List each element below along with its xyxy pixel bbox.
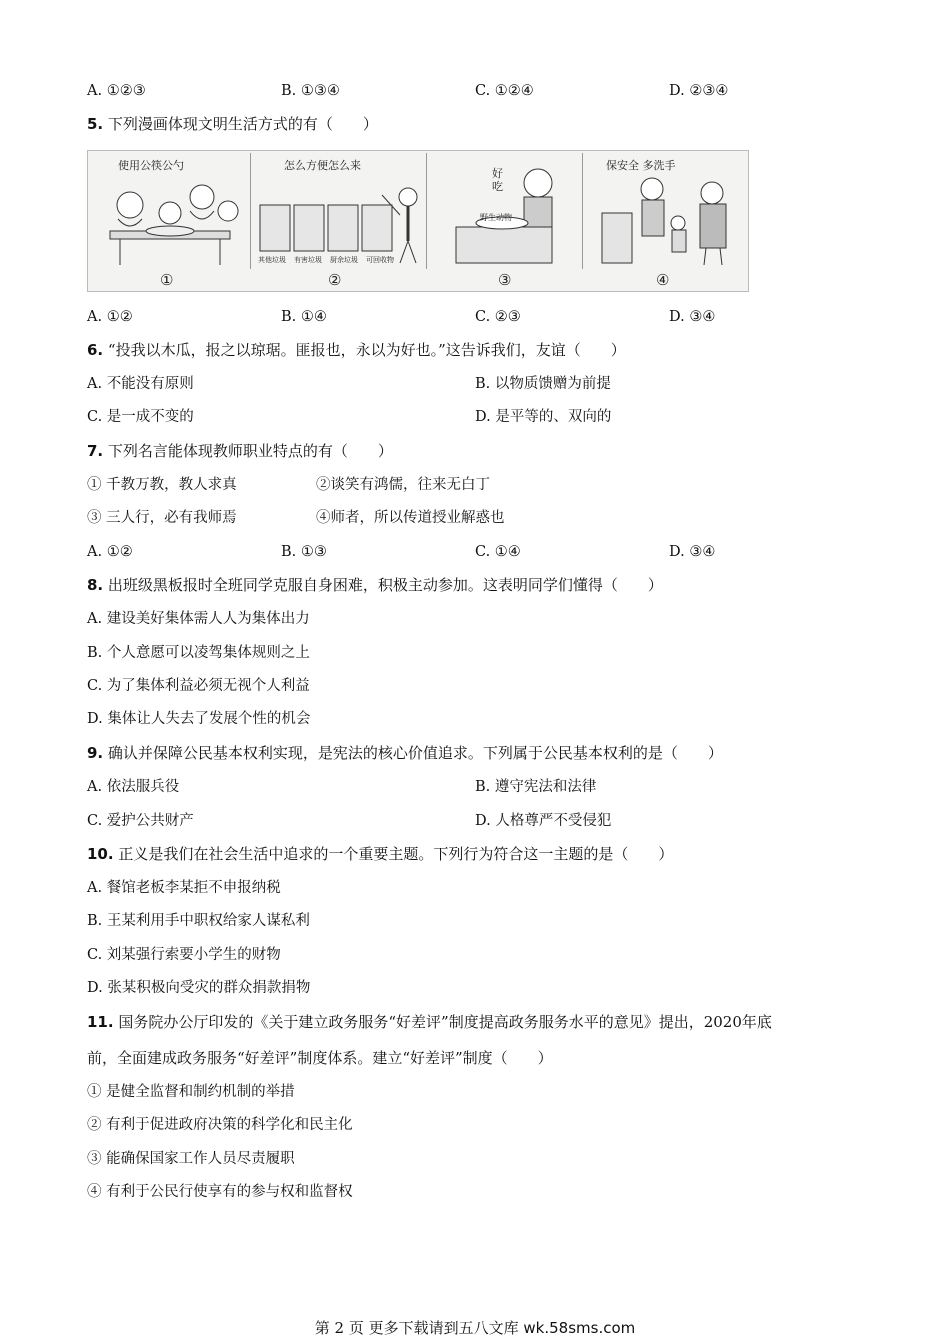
q9-option-b: B. 遵守宪法和法律: [475, 779, 597, 795]
question-text-line-1: 国务院办公厅印发的《关于建立政务服务“好差评”制度提高政务服务水平的意见》提出，2020年底: [118, 1013, 772, 1031]
q6-option-b: B. 以物质馈赠为前提: [475, 376, 611, 392]
cartoon-image: [87, 150, 749, 292]
prev-option-d: D. ②③④: [669, 83, 729, 99]
q9-option-a: A. 依法服兵役: [87, 779, 180, 795]
q7-option-a: A. ①②: [87, 544, 133, 560]
panel-number: ②: [328, 271, 342, 289]
q10-option-c: C. 刘某强行索要小学生的财物: [87, 947, 281, 963]
panel-title: 保安全 多洗手: [606, 159, 676, 172]
question-text: 下列漫画体现文明生活方式的有（ ）: [107, 115, 378, 133]
prev-option-a: A. ①②③: [87, 83, 146, 99]
question-text: 确认并保障公民基本权利实现，是宪法的核心价值追求。下列属于公民基本权利的是（ ）: [107, 744, 723, 762]
panel-caption: 好吃: [492, 167, 503, 193]
q7-item-1: ① 千教万教，教人求真: [87, 477, 237, 493]
cartoon-panel-1: [90, 153, 251, 269]
q7-option-d: D. ③④: [669, 544, 716, 560]
cartoon-panel-4: [582, 153, 746, 269]
q5-option-a: A. ①②: [87, 309, 133, 325]
q9-option-d: D. 人格尊严不受侵犯: [475, 813, 612, 829]
question-7: [87, 441, 393, 461]
q7-option-c: C. ①④: [475, 544, 521, 560]
q5-option-d: D. ③④: [669, 309, 716, 325]
q11-item-1: ① 是健全监督和制约机制的举措: [87, 1084, 295, 1100]
question-6: [87, 340, 626, 360]
q5-option-c: C. ②③: [475, 309, 521, 325]
question-text: “投我以木瓜，报之以琼琚。匪报也，永以为好也。”这告诉我们，友谊（ ）: [107, 341, 626, 359]
question-11-continued: 前，全面建成政务服务“好差评”制度体系。建立“好差评”制度（ ）: [87, 1049, 553, 1067]
q6-option-c: C. 是一成不变的: [87, 409, 194, 425]
bin-label: 有害垃圾: [294, 256, 322, 264]
q11-item-3: ③ 能确保国家工作人员尽责履职: [87, 1151, 295, 1167]
panel-number: ③: [498, 271, 512, 289]
footer-promo: 更多下载请到五八文库: [368, 1319, 519, 1337]
q10-option-a: A. 餐馆老板李某拒不申报纳税: [87, 880, 281, 896]
bin-label: 可回收物: [366, 256, 394, 264]
page-number: 第 2 页: [314, 1319, 364, 1337]
cartoon-panel-3: [426, 153, 583, 269]
question-text: 正义是我们在社会生活中追求的一个重要主题。下列行为符合这一主题的是（ ）: [118, 845, 674, 863]
q7-item-4: ④师者，所以传道授业解惑也: [316, 510, 505, 526]
q11-item-2: ② 有利于促进政府决策的科学化和民主化: [87, 1117, 353, 1133]
wild-animal-sign: 野生动物: [480, 213, 512, 222]
question-8: [87, 575, 663, 595]
q7-option-b: B. ①③: [281, 544, 327, 560]
prev-option-b: B. ①③④: [281, 83, 340, 99]
question-5: [87, 114, 378, 134]
q6-option-a: A. 不能没有原则: [87, 376, 194, 392]
question-11: [87, 1012, 772, 1032]
q5-option-b: B. ①④: [281, 309, 327, 325]
question-number: 9.: [87, 744, 104, 762]
q8-option-c: C. 为了集体利益必须无视个人利益: [87, 678, 310, 694]
panel-number: ④: [656, 271, 670, 289]
question-number: 11.: [87, 1013, 114, 1031]
page-footer: [0, 1317, 950, 1338]
question-number: 7.: [87, 442, 104, 460]
bin-label: 其他垃圾: [258, 256, 286, 264]
q8-option-b: B. 个人意愿可以凌驾集体规则之上: [87, 645, 310, 661]
question-text: 下列名言能体现教师职业特点的有（ ）: [107, 442, 393, 460]
prev-option-c: C. ①②④: [475, 83, 534, 99]
question-text: 出班级黑板报时全班同学克服自身困难，积极主动参加。这表明同学们懂得（ ）: [107, 576, 663, 594]
panel-number: ①: [160, 271, 174, 289]
q11-item-4: ④ 有利于公民行使享有的参与权和监督权: [87, 1184, 353, 1200]
question-number: 6.: [87, 341, 104, 359]
q10-option-b: B. 王某利用手中职权给家人谋私利: [87, 913, 310, 929]
footer-link[interactable]: wk.58sms.com: [523, 1319, 636, 1337]
panel-title: 使用公筷公勺: [118, 159, 184, 172]
q10-option-d: D. 张某积极向受灾的群众捐款捐物: [87, 980, 311, 996]
q6-option-d: D. 是平等的、双向的: [475, 409, 612, 425]
panel-title: 怎么方便怎么来: [284, 159, 361, 172]
q7-item-3: ③ 三人行，必有我师焉: [87, 510, 237, 526]
question-10: [87, 844, 673, 864]
question-9: [87, 743, 723, 763]
bin-label: 厨余垃圾: [330, 256, 358, 264]
q9-option-c: C. 爱护公共财产: [87, 813, 194, 829]
question-number: 8.: [87, 576, 104, 594]
q8-option-d: D. 集体让人失去了发展个性的机会: [87, 711, 311, 727]
question-number: 5.: [87, 115, 104, 133]
q7-item-2: ②谈笑有鸿儒，往来无白丁: [316, 477, 490, 493]
cartoon-panel-2: [250, 153, 427, 269]
q8-option-a: A. 建设美好集体需人人为集体出力: [87, 611, 310, 627]
question-number: 10.: [87, 845, 114, 863]
